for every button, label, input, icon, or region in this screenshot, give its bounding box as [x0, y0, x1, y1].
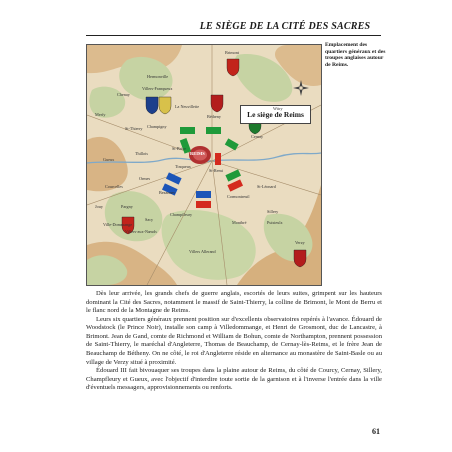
- place-label-villers-franqueux: Villers-Franqueux: [142, 86, 173, 91]
- place-label-reims: REIMS: [190, 151, 205, 156]
- place-label-jouy: Jouy: [95, 204, 103, 209]
- place-label-ormes: Ormes: [139, 176, 151, 181]
- place-label-montbre: Montbré: [232, 220, 247, 225]
- english-troop-marker: [180, 127, 195, 134]
- body-text: [86, 290, 382, 393]
- place-label-villers-aux-noeuds: Villers-aux-Nœuds: [125, 229, 157, 234]
- place-label-villers-allerand: Villers Allerand: [189, 249, 216, 254]
- place-label-witry: Witry: [273, 106, 283, 111]
- place-label-gueux: Gueux: [103, 157, 115, 162]
- french-troop-marker: [196, 201, 211, 208]
- english-troop-marker: [206, 127, 221, 134]
- place-label-brimont: Brimont: [225, 50, 239, 55]
- place-label-thillois: Thillois: [135, 151, 149, 156]
- place-label-sacy: Sacy: [145, 217, 154, 222]
- place-label-saint-leonard: St-Léonard: [257, 184, 276, 189]
- place-label-saint-brice: St-Brice: [172, 146, 186, 151]
- place-label-puisieulx: Puisieulx: [267, 220, 283, 225]
- coat-of-arms-betheny: [211, 95, 223, 112]
- place-label-bezannes: Bezannes: [159, 190, 176, 195]
- paragraph: Édouard III fait bivouaquer ses troupes dans la plaine autour de Reims, du côté de Courcy, Cernay, Sillery, Champfleury et Gueux, avec l'objectif d'interdire toute sortie de la garnison et à l'inverse l'entrée dans la ville d'éventuels messagers, approvisionnements ou renforts.: [86, 367, 382, 392]
- coat-of-arms-verzy: [294, 250, 306, 267]
- place-label-cormontreuil: Cormontreuil: [227, 194, 250, 199]
- place-label-hermonville: Hermonville: [147, 74, 169, 79]
- place-label-champigny: Champigny: [147, 124, 167, 129]
- header-rule: [86, 35, 381, 36]
- blue-troop-marker: [196, 191, 211, 198]
- paragraph: Dès leur arrivée, les grands chefs de guerre anglais, escortés de leurs suites, grimpent sur les hauteurs dominant la Cité des Sacres, notamment le massif de Saint-Thierry, la colline de Brimont, le Mont de Berru et le flanc nord de la Montagne de Reims.: [86, 290, 382, 315]
- place-label-pargny: Pargny: [121, 204, 133, 209]
- french-troop-marker: [215, 153, 221, 165]
- map-caption: Emplacement des quartiers généraux et des troupes anglaises autour de Reims.: [325, 42, 386, 68]
- page-number: 61: [372, 427, 380, 436]
- place-label-verzy: Verzy: [295, 240, 305, 245]
- map-title: Le siège de Reims: [240, 105, 311, 124]
- coat-of-arms-st-thierry-2: [159, 97, 171, 114]
- place-label-la-neuvillette: La Neuvillette: [175, 104, 200, 109]
- coat-of-arms-brimont: [227, 59, 239, 76]
- siege-map: [86, 44, 322, 286]
- paragraph: Leurs six quartiers généraux prennent position sur d'excellents observatoires repérés à l'avance. Édouard de Woodstock (le Prince Noir), installe son camp à Villedommange, et Henri de Grosmont, duc de Lancastre, à Brimont. Jean de Gand, comte de Richmond et William de Bohun, comte de Northampton, prennent possession de Saint-Thierry, le maréchal d'Angleterre, Thomas de Beauchamp, de Cernay-lès-Reims, et le frère Jean de Beauchamp de Bétheny. On ne côté, le roi d'Angleterre réside en alternance au monastère de Saint-Basle ou au village de Verzy situé à proximité.: [86, 315, 382, 366]
- coat-of-arms-st-thierry: [146, 97, 158, 114]
- place-label-chenay: Chenay: [117, 92, 130, 97]
- place-label-betheny: Bétheny: [207, 114, 221, 119]
- place-label-courcelles: Courcelles: [105, 184, 123, 189]
- place-label-tinqueux: Tinqueux: [175, 164, 191, 169]
- place-label-saint-remi: St-Remi: [209, 168, 223, 173]
- place-label-sillery: Sillery: [267, 209, 279, 214]
- place-label-ville-dommange: Ville-Dommange: [103, 222, 133, 227]
- place-label-merfy: Merfy: [95, 112, 106, 117]
- running-title: LE SIÈGE DE LA CITÉ DES SACRES: [199, 21, 371, 32]
- place-label-cernay: Cernay: [251, 134, 264, 139]
- place-label-champfleury: Champfleury: [170, 212, 193, 217]
- place-label-saint-thierry: St-Thierry: [125, 126, 143, 131]
